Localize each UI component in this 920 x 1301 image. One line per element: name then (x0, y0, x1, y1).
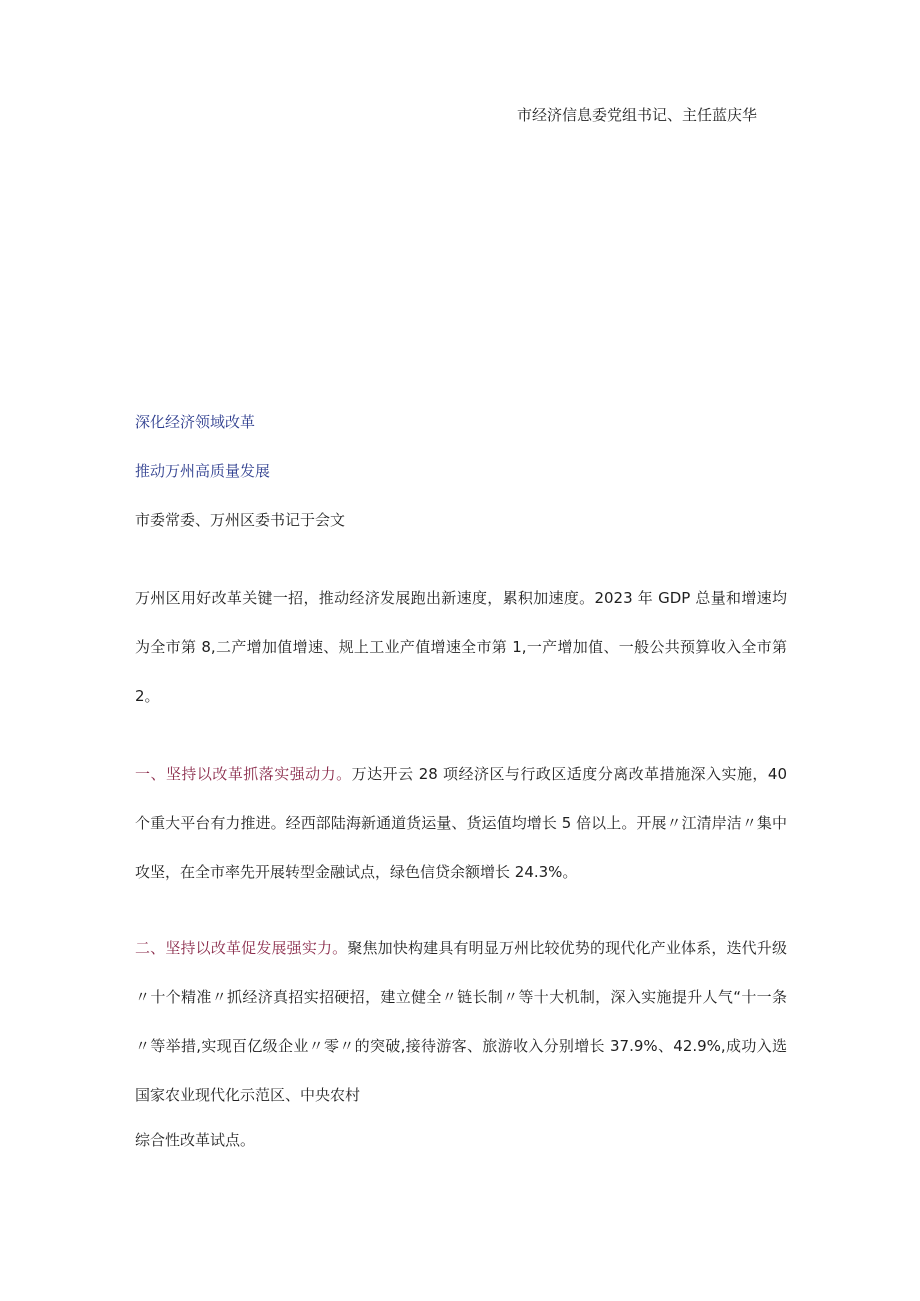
section-2-lead: 二、坚持以改革促发展强实力。 (135, 939, 348, 957)
section-1-lead: 一、坚持以改革抓落实强动力。 (135, 765, 352, 783)
article-title-line-2: 推动万州高质量发展 (135, 462, 271, 480)
article-author: 市委常委、万州区委书记于会文 (135, 511, 346, 529)
section-2-tail: 综合性改革试点。 (135, 1131, 256, 1149)
article-title-line-1: 深化经济领域改革 (135, 413, 256, 431)
section-1-paragraph (135, 750, 787, 897)
section-1-body: 万达开云 28 项经济区与行政区适度分离改革措施深入实施，40 个重大平台有力推进。经西部陆海新通道货运量、货运值均增长 5 倍以上。开展〃江清岸洁〃集中攻坚，在全市率先开展转型金融试点，绿色信贷余额增长 24.3%。 (135, 765, 787, 881)
section-2-paragraph (135, 924, 787, 1120)
section-2-body: 聚焦加快构建具有明显万州比较优势的现代化产业体系，迭代升级〃十个精准〃抓经济真招实招硬招，建立健全〃链长制〃等十大机制，深入实施提升人气“十一条〃等举措,实现百亿级企业〃零〃的突破,接待游客、旅游收入分别增长 37.9%、42.9%,成功入选国家农业现代化示范区、中央农村 (135, 939, 787, 1104)
top-byline: 市经济信息委党组书记、主任蓝庆华 (517, 106, 758, 124)
intro-paragraph: 万州区用好改革关键一招，推动经济发展跑出新速度，累积加速度。2023 年 GDP 总量和增速均为全市第 8,二产增加值增速、规上工业产值增速全市第 1,一产增加值、一般公共预算收入全市第 2。 (135, 589, 787, 705)
